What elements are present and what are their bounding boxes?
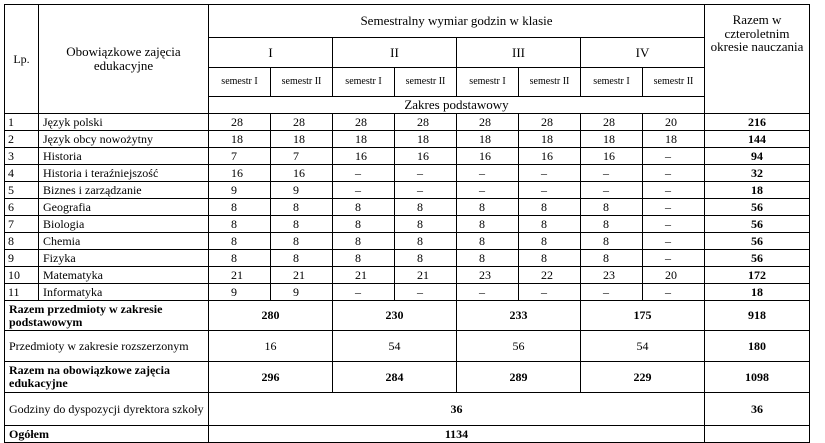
row-semester-hours: 9	[271, 182, 333, 199]
row-total: 18	[705, 182, 810, 199]
row-semester-hours: 8	[457, 250, 519, 267]
row-total: 172	[705, 267, 810, 284]
row-semester-hours: 8	[581, 199, 643, 216]
table-row	[5, 216, 810, 233]
row-semester-hours: 8	[333, 250, 395, 267]
summary-mandatory-total: 1098	[705, 362, 810, 393]
summary-mandatory-class-i: 296	[209, 362, 333, 393]
row-semester-hours: 22	[519, 267, 581, 284]
semester-1-header: semestr I	[333, 68, 395, 97]
row-semester-hours: –	[395, 284, 457, 301]
row-semester-hours: 18	[457, 131, 519, 148]
class-header-iii	[457, 38, 581, 68]
row-semester-hours: 28	[209, 114, 271, 131]
row-semester-hours: 9	[209, 284, 271, 301]
summary-overall-value: 1134	[209, 426, 705, 443]
row-total: 32	[705, 165, 810, 182]
row-semester-hours: –	[333, 182, 395, 199]
table-row	[5, 284, 810, 301]
class-header-ii-text: II	[390, 44, 399, 60]
row-semester-hours: –	[643, 250, 705, 267]
row-semester-hours: 8	[209, 199, 271, 216]
row-lp: 9	[5, 250, 39, 267]
row-semester-hours: –	[395, 165, 457, 182]
table-row	[5, 165, 810, 182]
row-subject-name: Historia i teraźniejszość	[39, 165, 209, 182]
summary-extended-class-iv: 54	[581, 331, 705, 362]
row-semester-hours: 8	[333, 233, 395, 250]
summary-extended-class-iii: 56	[457, 331, 581, 362]
total-header-text: Razem w czteroletnim okresie nauczania	[710, 12, 804, 55]
lp-header	[5, 5, 39, 114]
row-semester-hours: 16	[395, 148, 457, 165]
row-total: 18	[705, 284, 810, 301]
row-semester-hours: 28	[519, 114, 581, 131]
row-subject-name: Matematyka	[39, 267, 209, 284]
row-subject-name: Informatyka	[39, 284, 209, 301]
row-semester-hours: 20	[643, 114, 705, 131]
row-semester-hours: 23	[581, 267, 643, 284]
table-row	[5, 182, 810, 199]
subject-header-text: Obowiązkowe zajęcia edukacyjne	[66, 44, 181, 73]
row-semester-hours: 16	[581, 148, 643, 165]
summary-overall-empty	[705, 426, 810, 443]
row-semester-hours: 8	[271, 216, 333, 233]
row-semester-hours: –	[519, 284, 581, 301]
row-semester-hours: 18	[581, 131, 643, 148]
row-semester-hours: 8	[519, 216, 581, 233]
row-semester-hours: –	[643, 165, 705, 182]
table-row	[5, 199, 810, 216]
subject-rows	[5, 114, 810, 301]
row-lp: 10	[5, 267, 39, 284]
row-semester-hours: –	[643, 182, 705, 199]
row-semester-hours: 8	[333, 216, 395, 233]
row-semester-hours: 8	[271, 199, 333, 216]
row-semester-hours: –	[581, 284, 643, 301]
row-lp: 1	[5, 114, 39, 131]
class-header-ii	[333, 38, 457, 68]
row-semester-hours: 8	[395, 233, 457, 250]
row-semester-hours: 18	[271, 131, 333, 148]
row-semester-hours: 21	[395, 267, 457, 284]
semester-group-header-text: Semestralny wymiar godzin w klasie	[360, 13, 553, 29]
row-subject-name: Język polski	[39, 114, 209, 131]
row-semester-hours: –	[643, 284, 705, 301]
row-semester-hours: 16	[519, 148, 581, 165]
summary-extended-label: Przedmioty w zakresie rozszerzonym	[5, 331, 209, 362]
row-semester-hours: –	[519, 165, 581, 182]
summary-mandatory-class-iv: 229	[581, 362, 705, 393]
row-semester-hours: 21	[209, 267, 271, 284]
summary-director-total: 36	[705, 393, 810, 426]
row-total: 144	[705, 131, 810, 148]
table-row	[5, 233, 810, 250]
scope-header: Zakres podstawowy	[209, 97, 705, 114]
row-semester-hours: –	[643, 148, 705, 165]
semester-1-header: semestr I	[209, 68, 271, 97]
row-semester-hours: –	[457, 165, 519, 182]
row-subject-name: Geografia	[39, 199, 209, 216]
row-lp: 7	[5, 216, 39, 233]
row-semester-hours: 8	[271, 250, 333, 267]
summary-basic-class-ii: 230	[333, 301, 457, 331]
row-lp: 5	[5, 182, 39, 199]
summary-mandatory-class-iii: 289	[457, 362, 581, 393]
row-semester-hours: –	[333, 165, 395, 182]
row-semester-hours: 18	[519, 131, 581, 148]
row-semester-hours: 8	[519, 233, 581, 250]
row-total: 94	[705, 148, 810, 165]
row-semester-hours: 23	[457, 267, 519, 284]
row-semester-hours: 8	[395, 250, 457, 267]
row-lp: 2	[5, 131, 39, 148]
row-semester-hours: 28	[271, 114, 333, 131]
curriculum-table	[4, 4, 810, 443]
row-semester-hours: –	[457, 284, 519, 301]
class-header-iii-text: III	[512, 44, 525, 60]
row-semester-hours: 28	[395, 114, 457, 131]
row-subject-name: Historia	[39, 148, 209, 165]
row-semester-hours: –	[643, 199, 705, 216]
summary-director-label: Godziny do dyspozycji dyrektora szkoły	[5, 393, 209, 426]
row-subject-name: Fizyka	[39, 250, 209, 267]
row-semester-hours: –	[519, 182, 581, 199]
row-semester-hours: 20	[643, 267, 705, 284]
row-semester-hours: 16	[333, 148, 395, 165]
subject-header	[39, 5, 209, 114]
semester-2-header: semestr II	[519, 68, 581, 97]
row-semester-hours: 8	[209, 233, 271, 250]
summary-extended-class-i: 16	[209, 331, 333, 362]
row-semester-hours: 18	[395, 131, 457, 148]
row-semester-hours: –	[333, 284, 395, 301]
row-semester-hours: 8	[271, 233, 333, 250]
summary-basic-class-iii: 233	[457, 301, 581, 331]
row-semester-hours: 8	[457, 233, 519, 250]
summary-extended-class-ii: 54	[333, 331, 457, 362]
row-subject-name: Biznes i zarządzanie	[39, 182, 209, 199]
row-semester-hours: 8	[333, 199, 395, 216]
table-row	[5, 148, 810, 165]
summary-overall-label: Ogółem	[5, 426, 209, 443]
row-semester-hours: 18	[333, 131, 395, 148]
row-semester-hours: 8	[209, 216, 271, 233]
semester-group-header	[209, 5, 705, 38]
row-semester-hours: 16	[271, 165, 333, 182]
row-semester-hours: –	[643, 233, 705, 250]
row-semester-hours: 8	[581, 250, 643, 267]
row-semester-hours: –	[581, 165, 643, 182]
semester-2-header: semestr II	[395, 68, 457, 97]
row-semester-hours: 8	[457, 216, 519, 233]
row-lp: 8	[5, 233, 39, 250]
row-semester-hours: –	[581, 182, 643, 199]
curriculum-table-container	[4, 4, 810, 443]
summary-mandatory-label: Razem na obowiązkowe zajęcia edukacyjne	[5, 362, 209, 393]
row-semester-hours: 8	[457, 199, 519, 216]
row-semester-hours: –	[457, 182, 519, 199]
row-semester-hours: 8	[581, 216, 643, 233]
row-semester-hours: 8	[519, 250, 581, 267]
row-semester-hours: 28	[333, 114, 395, 131]
row-semester-hours: 8	[395, 199, 457, 216]
table-row	[5, 114, 810, 131]
summary-basic-total: 918	[705, 301, 810, 331]
row-subject-name: Chemia	[39, 233, 209, 250]
row-subject-name: Język obcy nowożytny	[39, 131, 209, 148]
row-semester-hours: 21	[271, 267, 333, 284]
row-semester-hours: 9	[271, 284, 333, 301]
table-row	[5, 131, 810, 148]
table-row	[5, 250, 810, 267]
row-semester-hours: –	[643, 216, 705, 233]
class-header-iv-text: IV	[635, 44, 650, 60]
row-semester-hours: 8	[581, 233, 643, 250]
row-total: 56	[705, 233, 810, 250]
semester-1-header: semestr I	[581, 68, 643, 97]
row-lp: 11	[5, 284, 39, 301]
row-total: 56	[705, 250, 810, 267]
row-semester-hours: 8	[519, 199, 581, 216]
row-semester-hours: 21	[333, 267, 395, 284]
row-total: 216	[705, 114, 810, 131]
row-semester-hours: 9	[209, 182, 271, 199]
row-total: 56	[705, 199, 810, 216]
row-semester-hours: 16	[209, 165, 271, 182]
row-semester-hours: 18	[643, 131, 705, 148]
class-header-i-text: I	[268, 44, 273, 60]
row-lp: 4	[5, 165, 39, 182]
row-semester-hours: 7	[209, 148, 271, 165]
table-row	[5, 267, 810, 284]
semester-2-header: semestr II	[643, 68, 705, 97]
row-semester-hours: 18	[209, 131, 271, 148]
summary-extended-total: 180	[705, 331, 810, 362]
summary-basic-class-i: 280	[209, 301, 333, 331]
row-total: 56	[705, 216, 810, 233]
row-semester-hours: 8	[395, 216, 457, 233]
row-semester-hours: 8	[209, 250, 271, 267]
row-semester-hours: –	[395, 182, 457, 199]
row-semester-hours: 28	[457, 114, 519, 131]
row-semester-hours: 16	[457, 148, 519, 165]
class-header-i	[209, 38, 333, 68]
row-semester-hours: 28	[581, 114, 643, 131]
row-subject-name: Biologia	[39, 216, 209, 233]
class-header-iv	[581, 38, 705, 68]
row-semester-hours: 7	[271, 148, 333, 165]
semester-2-header: semestr II	[271, 68, 333, 97]
row-lp: 3	[5, 148, 39, 165]
summary-mandatory-class-ii: 284	[333, 362, 457, 393]
summary-basic-class-iv: 175	[581, 301, 705, 331]
semester-1-header: semestr I	[457, 68, 519, 97]
row-lp: 6	[5, 199, 39, 216]
summary-basic-label: Razem przedmioty w zakresie podstawowym	[5, 301, 209, 331]
summary-director-value: 36	[209, 393, 705, 426]
total-header	[705, 5, 810, 114]
lp-header-text: Lp.	[13, 51, 30, 66]
